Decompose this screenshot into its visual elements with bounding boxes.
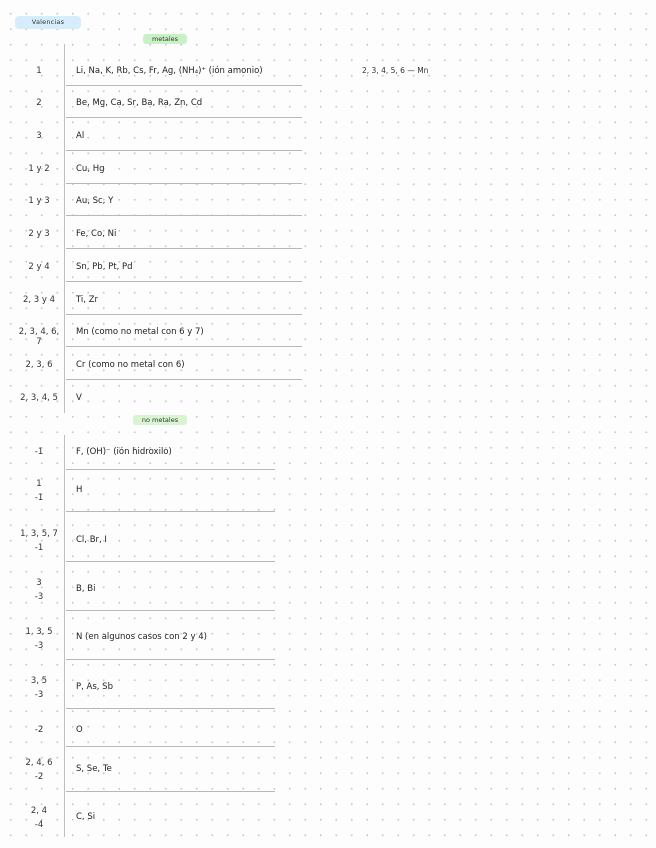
nonmetals-section-label: no metales (133, 415, 187, 425)
oxidation-state: 2, 3 y 4 (22, 295, 56, 305)
oxidation-state: 2, 4, 6 (25, 758, 53, 768)
element-list: Cu, Hg (76, 164, 105, 174)
row-rule (66, 248, 302, 249)
row-rule (66, 469, 275, 470)
element-list: Cl, Br, I (76, 535, 107, 545)
element-list: C, Si (76, 812, 96, 822)
oxidation-state-negative: -1 (34, 543, 44, 553)
oxidation-state: 1, 3, 5 (25, 627, 53, 637)
row-rule (66, 85, 302, 86)
element-list: B, Bi (76, 584, 96, 594)
oxidation-state: 1 (36, 66, 42, 76)
element-list: O (76, 725, 83, 735)
oxidation-state-negative: -4 (34, 820, 44, 830)
page-title: Valencias (15, 16, 81, 29)
row-rule (66, 659, 275, 660)
element-list: P, As, Sb (76, 682, 113, 692)
oxidation-state: 3 (36, 578, 42, 588)
oxidation-state-negative: -3 (34, 690, 44, 700)
element-list: Al (76, 131, 85, 141)
side-note: 2, 3, 4, 5, 6 — Mn (362, 66, 429, 75)
oxidation-state: 2, 3, 6 (25, 360, 53, 370)
element-list: Au, Sc, Y (76, 196, 114, 206)
oxidation-state: -2 (34, 725, 44, 735)
oxidation-state: -1 (34, 447, 44, 457)
oxidation-state: 2 y 4 (28, 262, 50, 272)
oxidation-state-negative: -3 (34, 641, 44, 651)
element-list: Li, Na, K, Rb, Cs, Fr, Ag, (NH₄)⁺ (ión amonio) (76, 66, 263, 76)
row-rule (66, 561, 275, 562)
row-rule (66, 346, 302, 347)
oxidation-state: 1, 3, 5, 7 (20, 529, 58, 539)
oxidation-state: 2 (36, 98, 42, 108)
row-rule (66, 117, 302, 118)
oxidation-state: 1 (36, 479, 42, 489)
nonmetals-column-divider (64, 435, 65, 837)
element-list: H (76, 485, 83, 495)
oxidation-state: 2, 4 (30, 806, 48, 816)
metals-column-divider (64, 44, 65, 413)
element-list: Ti, Zr (76, 295, 99, 305)
oxidation-state: 3 (36, 131, 42, 141)
element-list: V (76, 393, 82, 403)
row-rule (66, 746, 275, 747)
oxidation-state: 3, 5 (30, 676, 48, 686)
row-rule (66, 791, 275, 792)
row-rule (66, 215, 302, 216)
oxidation-state: 2 y 3 (28, 229, 50, 239)
element-list: F, (OH)⁻ (ión hidroxilo) (76, 447, 172, 457)
row-rule (66, 379, 302, 380)
oxidation-state: 1 y 2 (28, 164, 50, 174)
oxidation-state: 2, 3, 4, 6, 7 (18, 327, 60, 347)
row-rule (66, 150, 302, 151)
oxidation-state: 1 y 3 (28, 196, 50, 206)
row-rule (66, 708, 275, 709)
row-rule (66, 314, 302, 315)
element-list: Mn (como no metal con 6 y 7) (76, 327, 204, 337)
oxidation-state-negative: -3 (34, 592, 44, 602)
row-rule (66, 610, 275, 611)
oxidation-state-negative: -1 (34, 493, 44, 503)
metals-section-label: metales (143, 34, 187, 44)
row-rule (66, 183, 302, 184)
row-rule (66, 511, 275, 512)
element-list: Sn, Pb, Pt, Pd (76, 262, 133, 272)
oxidation-state: 2, 3, 4, 5 (20, 393, 58, 403)
row-rule (66, 281, 302, 282)
element-list: Be, Mg, Ca, Sr, Ba, Ra, Zn, Cd (76, 98, 203, 108)
element-list: Fe, Co, Ni (76, 229, 117, 239)
element-list: Cr (como no metal con 6) (76, 360, 185, 370)
oxidation-state-negative: -2 (34, 772, 44, 782)
element-list: S, Se, Te (76, 764, 112, 774)
element-list: N (en algunos casos con 2 y 4) (76, 632, 207, 642)
